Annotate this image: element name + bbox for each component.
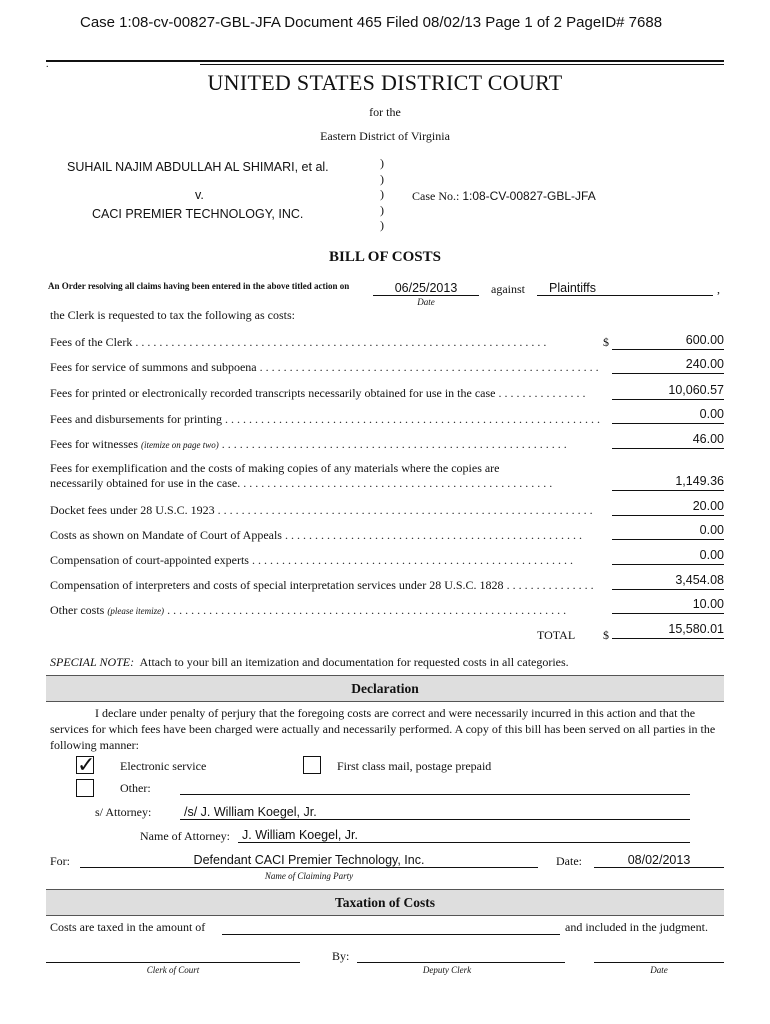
district-name: Eastern District of Virginia: [320, 129, 450, 143]
other-service-field[interactable]: [180, 780, 690, 795]
against-party-field[interactable]: Plaintiffs: [537, 281, 713, 296]
amount-exemplification[interactable]: 1,149.36: [612, 474, 724, 491]
taxation-date-caption: Date: [650, 965, 668, 975]
cost-row-exemplification: Fees for exemplification and the costs of making copies of any materials where the copies are: [50, 461, 500, 475]
declaration-text: I declare under penalty of perjury that the foregoing costs are correct and were necessarily incurred in this action and that the services for which fees have been charged were actually and necessarily performed. A copy of this bill has been served on all parties in the following manner:: [50, 706, 716, 752]
cost-row-exemplification-cont: necessarily obtained for use in the case. . . . . . . . . . . . . . . . . . . . . . . . . . . . . . . . . . . . . . . . . . . . . . . . . . . . .: [50, 476, 553, 490]
case-number: Case No.: 1:08-CV-00827-GBL-JFA: [412, 189, 596, 203]
amount-docket-fees[interactable]: 20.00: [612, 499, 724, 516]
for-the: for the: [369, 105, 401, 119]
for-label: For:: [50, 854, 71, 868]
comma: ,: [717, 282, 720, 296]
attorney-signature-field[interactable]: /s/ J. William Koegel, Jr.: [180, 805, 690, 820]
declaration-heading: Declaration: [46, 675, 724, 702]
clerk-signature-field[interactable]: [46, 948, 300, 963]
deputy-clerk-field[interactable]: [357, 948, 565, 963]
amount-service-fees[interactable]: 240.00: [612, 357, 724, 374]
header-rule-thin: [200, 64, 724, 65]
amount-transcripts[interactable]: 10,060.57: [612, 383, 724, 400]
cost-row-interpreters: Compensation of interpreters and costs of special interpretation services under 28 U.S.C. 1828 . . . . . . . . . . . . . . .: [50, 578, 594, 592]
cost-row-mandate: Costs as shown on Mandate of Court of Appeals . . . . . . . . . . . . . . . . . . . . . . . . . . . . . . . . . . . . . . . . . . . . . . . . . .: [50, 528, 582, 542]
taxation-date-field[interactable]: [594, 948, 724, 963]
amount-mandate[interactable]: 0.00: [612, 523, 724, 540]
order-text: An Order resolving all claims having been entered in the above titled action on: [48, 281, 350, 291]
other-service-checkbox[interactable]: [76, 779, 94, 797]
cost-row-experts: Compensation of court-appointed experts . . . . . . . . . . . . . . . . . . . . . . . . . . . . . . . . . . . . . . . . . . . . . . . . . . . . . .: [50, 553, 573, 567]
filing-stamp: Case 1:08-cv-00827-GBL-JFA Document 465 Filed 08/02/13 Page 1 of 2 PageID# 7688: [80, 14, 663, 31]
taxation-heading: Taxation of Costs: [46, 889, 724, 916]
cost-row-printing: Fees and disbursements for printing . . . . . . . . . . . . . . . . . . . . . . . . . . . . . . . . . . . . . . . . . . . . . . . . . . . . . . . . . . . . . . .: [50, 412, 600, 426]
electronic-service-label: Electronic service: [120, 759, 207, 773]
amount-witnesses[interactable]: 46.00: [612, 432, 724, 449]
declaration-date-label: Date:: [556, 854, 582, 868]
header-rule: [46, 60, 724, 62]
clerk-caption: Clerk of Court: [146, 965, 200, 975]
amount-other[interactable]: 10.00: [612, 597, 724, 614]
declaration-date-field[interactable]: 08/02/2013: [594, 853, 724, 868]
amount-clerk-fees[interactable]: 600.00: [612, 333, 724, 350]
cost-row-service-fees: Fees for service of summons and subpoena . . . . . . . . . . . . . . . . . . . . . . . . . . . . . . . . . . . . . . . . . . . . . . . . . . . . . . . . .: [50, 360, 599, 374]
plaintiff-name: SUHAIL NAJIM ABDULLAH AL SHIMARI, et al.: [67, 160, 329, 174]
versus: v.: [195, 188, 204, 202]
against-label: against: [491, 282, 525, 296]
amount-printing[interactable]: 0.00: [612, 407, 724, 424]
cost-row-transcripts: Fees for printed or electronically recorded transcripts necessarily obtained for use in the case . . . . . . . . . . . . . . .: [50, 386, 586, 400]
cost-row-other: Other costs (please itemize) . . . . . . . . . . . . . . . . . . . . . . . . . . . . . . . . . . . . . . . . . . . . . . . . . . . . . . . . . . . . . . . . . . .: [50, 603, 567, 617]
electronic-service-checkbox[interactable]: [76, 752, 96, 777]
attorney-name-label: Name of Attorney:: [140, 829, 230, 843]
first-class-mail-checkbox[interactable]: [303, 756, 321, 774]
taxed-amount-field[interactable]: [222, 920, 560, 935]
clerk-request: the Clerk is requested to tax the following as costs:: [50, 308, 295, 322]
amount-total[interactable]: 15,580.01: [612, 622, 724, 639]
deputy-clerk-caption: Deputy Clerk: [422, 965, 472, 975]
claiming-party-caption: Name of Claiming Party: [264, 871, 354, 881]
order-date-caption: Date: [417, 297, 435, 307]
caption-bracket: ) ) ) ) ): [380, 156, 384, 232]
cost-row-docket-fees: Docket fees under 28 U.S.C. 1923 . . . . . . . . . . . . . . . . . . . . . . . . . . . . . . . . . . . . . . . . . . . . . . . . . . . . . . . . . . . . . . .: [50, 503, 593, 517]
special-note: SPECIAL NOTE: Attach to your bill an itemization and documentation for requested costs in all categories.: [50, 655, 569, 669]
claiming-party-field[interactable]: Defendant CACI Premier Technology, Inc.: [80, 853, 538, 868]
check-icon: ✓: [77, 752, 96, 777]
by-label: By:: [332, 949, 350, 963]
attorney-signature-label: s/ Attorney:: [95, 805, 152, 819]
order-date-field[interactable]: 06/25/2013: [373, 281, 479, 296]
cost-row-clerk-fees: Fees of the Clerk . . . . . . . . . . . . . . . . . . . . . . . . . . . . . . . . . . . . . . . . . . . . . . . . . . . . . . . . . . . . . . . . . . . . .: [50, 335, 547, 349]
defendant-name: CACI PREMIER TECHNOLOGY, INC.: [92, 207, 304, 221]
total-currency: $: [603, 628, 609, 642]
taxed-amount-label: Costs are taxed in the amount of: [50, 920, 206, 934]
amount-interpreters[interactable]: 3,454.08: [612, 573, 724, 590]
included-in-judgment: and included in the judgment.: [565, 920, 708, 934]
document-title: BILL OF COSTS: [329, 249, 441, 265]
first-class-mail-label: First class mail, postage prepaid: [337, 759, 492, 773]
other-service-label: Other:: [120, 781, 151, 795]
court-name: UNITED STATES DISTRICT COURT: [207, 70, 563, 95]
total-label: TOTAL: [537, 628, 576, 642]
currency-symbol: $: [603, 335, 609, 349]
attorney-name-field[interactable]: J. William Koegel, Jr.: [238, 828, 690, 843]
cost-row-witnesses: Fees for witnesses (itemize on page two) . . . . . . . . . . . . . . . . . . . . . . . . . . . . . . . . . . . . . . . . . . . . . . . . . . . . . . . . . .: [50, 437, 567, 451]
amount-experts[interactable]: 0.00: [612, 548, 724, 565]
header-mark: .: [46, 59, 49, 70]
